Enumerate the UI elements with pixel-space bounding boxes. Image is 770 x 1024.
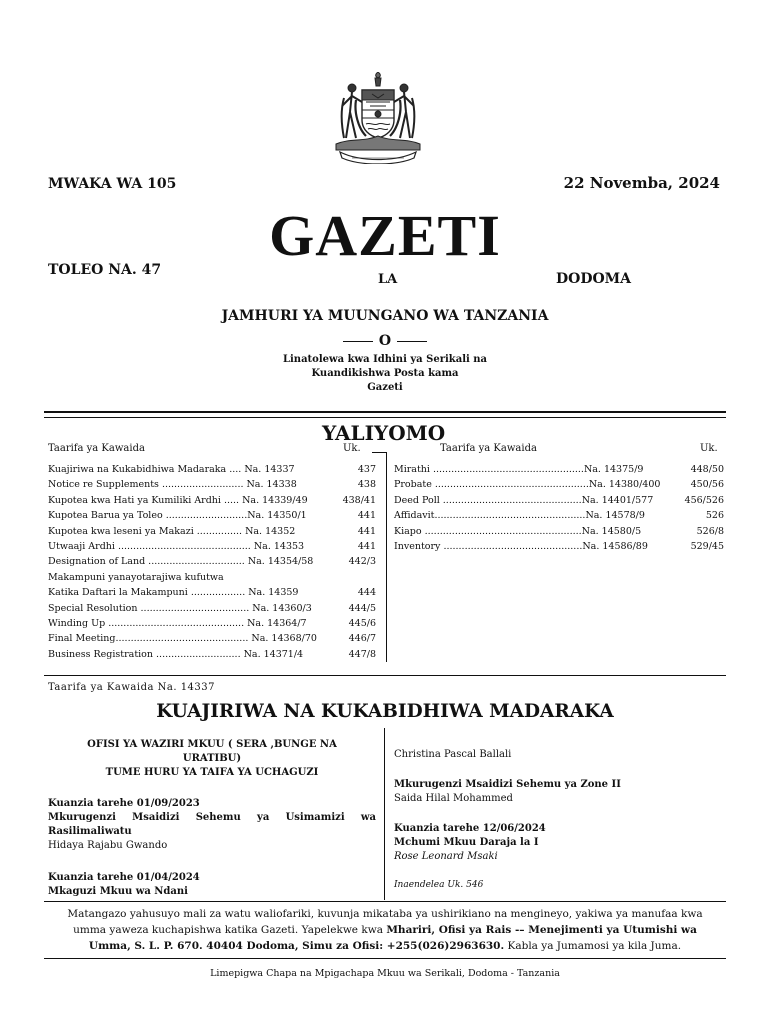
left-page-header: Uk. — [343, 443, 361, 454]
contents-left-list — [48, 462, 376, 662]
notice-title: KUAJIRIWA NA KUKABIDHIWA MADARAKA — [156, 701, 614, 722]
masthead-la: LA — [378, 272, 398, 287]
toc-entry-label: Kupotea kwa leseni ya Makazi ............... Na. 14352 — [48, 525, 296, 537]
toc-entry-label: Business Registration ............................ Na. 14371/4 — [48, 648, 304, 660]
registration-line: Kuandikishwa Posta kama — [311, 368, 459, 379]
entry-post: Mchumi Mkuu Daraja la I — [394, 837, 539, 848]
masthead-title: GAZETI — [269, 203, 501, 268]
toc-entry-page: 441 — [357, 540, 376, 552]
toc-entry-page: 456/526 — [684, 494, 724, 506]
right-page-header: Uk. — [700, 443, 718, 454]
toc-entry-label: Makampuni yanayotarajiwa kufutwa — [48, 571, 224, 583]
notice-top-rule — [44, 901, 726, 902]
toc-entry[interactable] — [48, 616, 376, 631]
toc-entry-label: Probate ...................................................Na. 14380/400 — [394, 479, 661, 491]
footer-rule — [44, 958, 726, 959]
toc-entry[interactable] — [394, 508, 724, 523]
entry-name: Saida Hilal Mohammed — [394, 793, 513, 804]
rule-thin — [44, 417, 726, 418]
toc-entry-page: 450/56 — [690, 479, 724, 491]
contents-right-list — [394, 462, 724, 554]
toc-entry-page: 444/5 — [348, 602, 376, 614]
contents-divider — [386, 452, 387, 662]
toc-entry[interactable] — [48, 601, 376, 616]
toc-entry-label: Inventory ..............................................Na. 14586/89 — [394, 540, 648, 552]
entry-post: Mkaguzi Mkuu wa Ndani — [48, 886, 188, 897]
registration-line: Gazeti — [367, 382, 403, 393]
toc-entry[interactable] — [394, 493, 724, 508]
toc-entry-label: Final Meeting............................................ Na. 14368/70 — [48, 633, 317, 645]
toc-entry-page: 438 — [357, 479, 376, 491]
toc-entry-label: Notice re Supplements ........................... Na. 14338 — [48, 479, 297, 491]
toc-entry[interactable] — [48, 508, 376, 523]
divider-mark: O — [378, 333, 392, 349]
toc-entry[interactable] — [48, 539, 376, 554]
entry-date: Kuanzia tarehe 01/09/2023 — [48, 798, 200, 809]
notice-line-bold: Mhariri, Ofisi ya Rais -– Menejimenti ya Utumishi wa — [386, 924, 697, 936]
toc-entry-label: Deed Poll ..............................................Na. 14401/577 — [394, 494, 654, 506]
toc-entry[interactable] — [394, 524, 724, 539]
toc-entry-page: 446/7 — [348, 633, 376, 645]
entry-name: Hidaya Rajabu Gwando — [48, 840, 168, 851]
toc-entry-page: 445/6 — [348, 617, 376, 629]
toc-entry-page: 437 — [357, 464, 376, 475]
toc-entry[interactable] — [48, 585, 376, 600]
toc-entry[interactable] — [48, 477, 376, 492]
notice-line: umma yaweza kuchapishwa katika Gazeti. Yapelekwe kwa — [73, 924, 387, 936]
toc-entry-page: 438/41 — [342, 494, 376, 506]
entry-name: Christina Pascal Ballali — [394, 749, 512, 760]
masthead-city: DODOMA — [556, 271, 632, 287]
toc-entry-label: Katika Daftari la Makampuni .................. Na. 14359 — [48, 587, 299, 599]
toc-entry[interactable] — [48, 554, 376, 569]
toc-entry-label: Utwaaji Ardhi ............................................ Na. 14353 — [48, 540, 305, 552]
header-tick — [372, 452, 386, 453]
notice-line: Kabla ya Jumamosi ya kila Juma. — [504, 940, 682, 952]
toc-entry[interactable] — [48, 570, 376, 585]
contents-bottom-rule — [44, 675, 726, 676]
notice-contact: Umma, S. L. P. 670. 40404 Dodoma, Simu za Ofisi: +255(026)2963630. — [88, 940, 505, 952]
ornament-divider — [343, 331, 427, 351]
toc-entry-page: 441 — [357, 525, 376, 537]
toc-entry-label: Mirathi ..................................................Na. 14375/9 — [394, 464, 644, 475]
toc-entry-page: 447/8 — [348, 648, 376, 660]
left-column-header: Taarifa ya Kawaida — [48, 443, 145, 454]
republic-name: JAMHURI YA MUUNGANO WA TANZANIA — [221, 308, 549, 324]
contents-heading: YALIYOMO — [318, 421, 449, 445]
toc-entry-page: 442/3 — [348, 556, 376, 568]
toc-entry-page: 441 — [357, 510, 376, 522]
toc-entry[interactable] — [48, 462, 376, 477]
entry-post: Mkurugenzi Msaidizi Sehemu ya Usimamizi wa Rasilimaliwatu — [48, 812, 376, 837]
entry-post: Mkurugenzi Msaidizi Sehemu ya Zone II — [394, 779, 621, 790]
toc-entry[interactable] — [48, 647, 376, 662]
issue-date: 22 Novemba, 2024 — [563, 174, 720, 192]
notice-left-column — [48, 738, 376, 899]
toc-entry-label: Kuajiriwa na Kukabidhiwa Madaraka .... Na. 14337 — [48, 464, 295, 475]
office-line: TUME HURU YA TAIFA YA UCHAGUZI — [105, 767, 319, 778]
year-label: MWAKA WA 105 — [48, 176, 177, 192]
toc-entry-page: 526/8 — [696, 525, 724, 537]
office-line: OFISI YA WAZIRI MKUU ( SERA ,BUNGE NA — [87, 739, 337, 750]
toc-entry[interactable] — [394, 539, 724, 554]
registration-line: Linatolewa kwa Idhini ya Serikali na — [282, 354, 488, 365]
toc-entry-page: 529/45 — [690, 540, 724, 552]
toc-entry[interactable] — [48, 631, 376, 646]
printer-footer: Limepigwa Chapa na Mpigachapa Mkuu wa Serikali, Dodoma - Tanzania — [210, 968, 560, 979]
toc-entry[interactable] — [394, 462, 724, 477]
entry-date: Kuanzia tarehe 12/06/2024 — [394, 823, 546, 834]
office-line: URATIBU) — [182, 753, 242, 764]
coat-of-arms-icon — [330, 72, 426, 164]
notice-reference: Taarifa ya Kawaida Na. 14337 — [48, 682, 216, 693]
toc-entry-label: Kupotea kwa Hati ya Kumiliki Ardhi ..... Na. 14339/49 — [48, 494, 308, 506]
toc-entry-page: 448/50 — [690, 464, 724, 475]
toc-entry-label: Kupotea Barua ya Toleo ...........................Na. 14350/1 — [48, 510, 307, 522]
toc-entry[interactable] — [394, 477, 724, 492]
toc-entry-label: Affidavit..................................................Na. 14578/9 — [394, 510, 645, 522]
entry-date: Kuanzia tarehe 01/04/2024 — [48, 872, 200, 883]
entry-name: Rose Leonard Msaki — [394, 851, 498, 862]
right-column-header: Taarifa ya Kawaida — [440, 443, 537, 454]
continued-note: Inaendelea Uk. 546 — [394, 880, 484, 890]
notice-right-column — [394, 748, 724, 892]
toc-entry-page: 444 — [357, 587, 376, 599]
registration-note — [0, 353, 770, 395]
toc-entry-label: Designation of Land ................................ Na. 14354/58 — [48, 556, 314, 568]
notice-line: Matangazo yahusuyo mali za watu waliofariki, kuvunja mikataba ya ushirikiano na mengineyo, yakiwa ya manufaa kwa — [67, 908, 703, 920]
publication-notice — [60, 906, 710, 954]
rule-thick — [44, 411, 726, 413]
toc-entry[interactable] — [48, 493, 376, 508]
notice-divider — [384, 728, 385, 900]
toc-entry-label: Special Resolution .................................... Na. 14360/3 — [48, 602, 312, 614]
issue-number: TOLEO NA. 47 — [48, 262, 162, 278]
toc-entry-page: 526 — [705, 510, 724, 522]
toc-entry[interactable] — [48, 524, 376, 539]
toc-entry-label: Kiapo ....................................................Na. 14580/5 — [394, 525, 642, 537]
toc-entry-label: Winding Up ............................................. Na. 14364/7 — [48, 617, 307, 629]
